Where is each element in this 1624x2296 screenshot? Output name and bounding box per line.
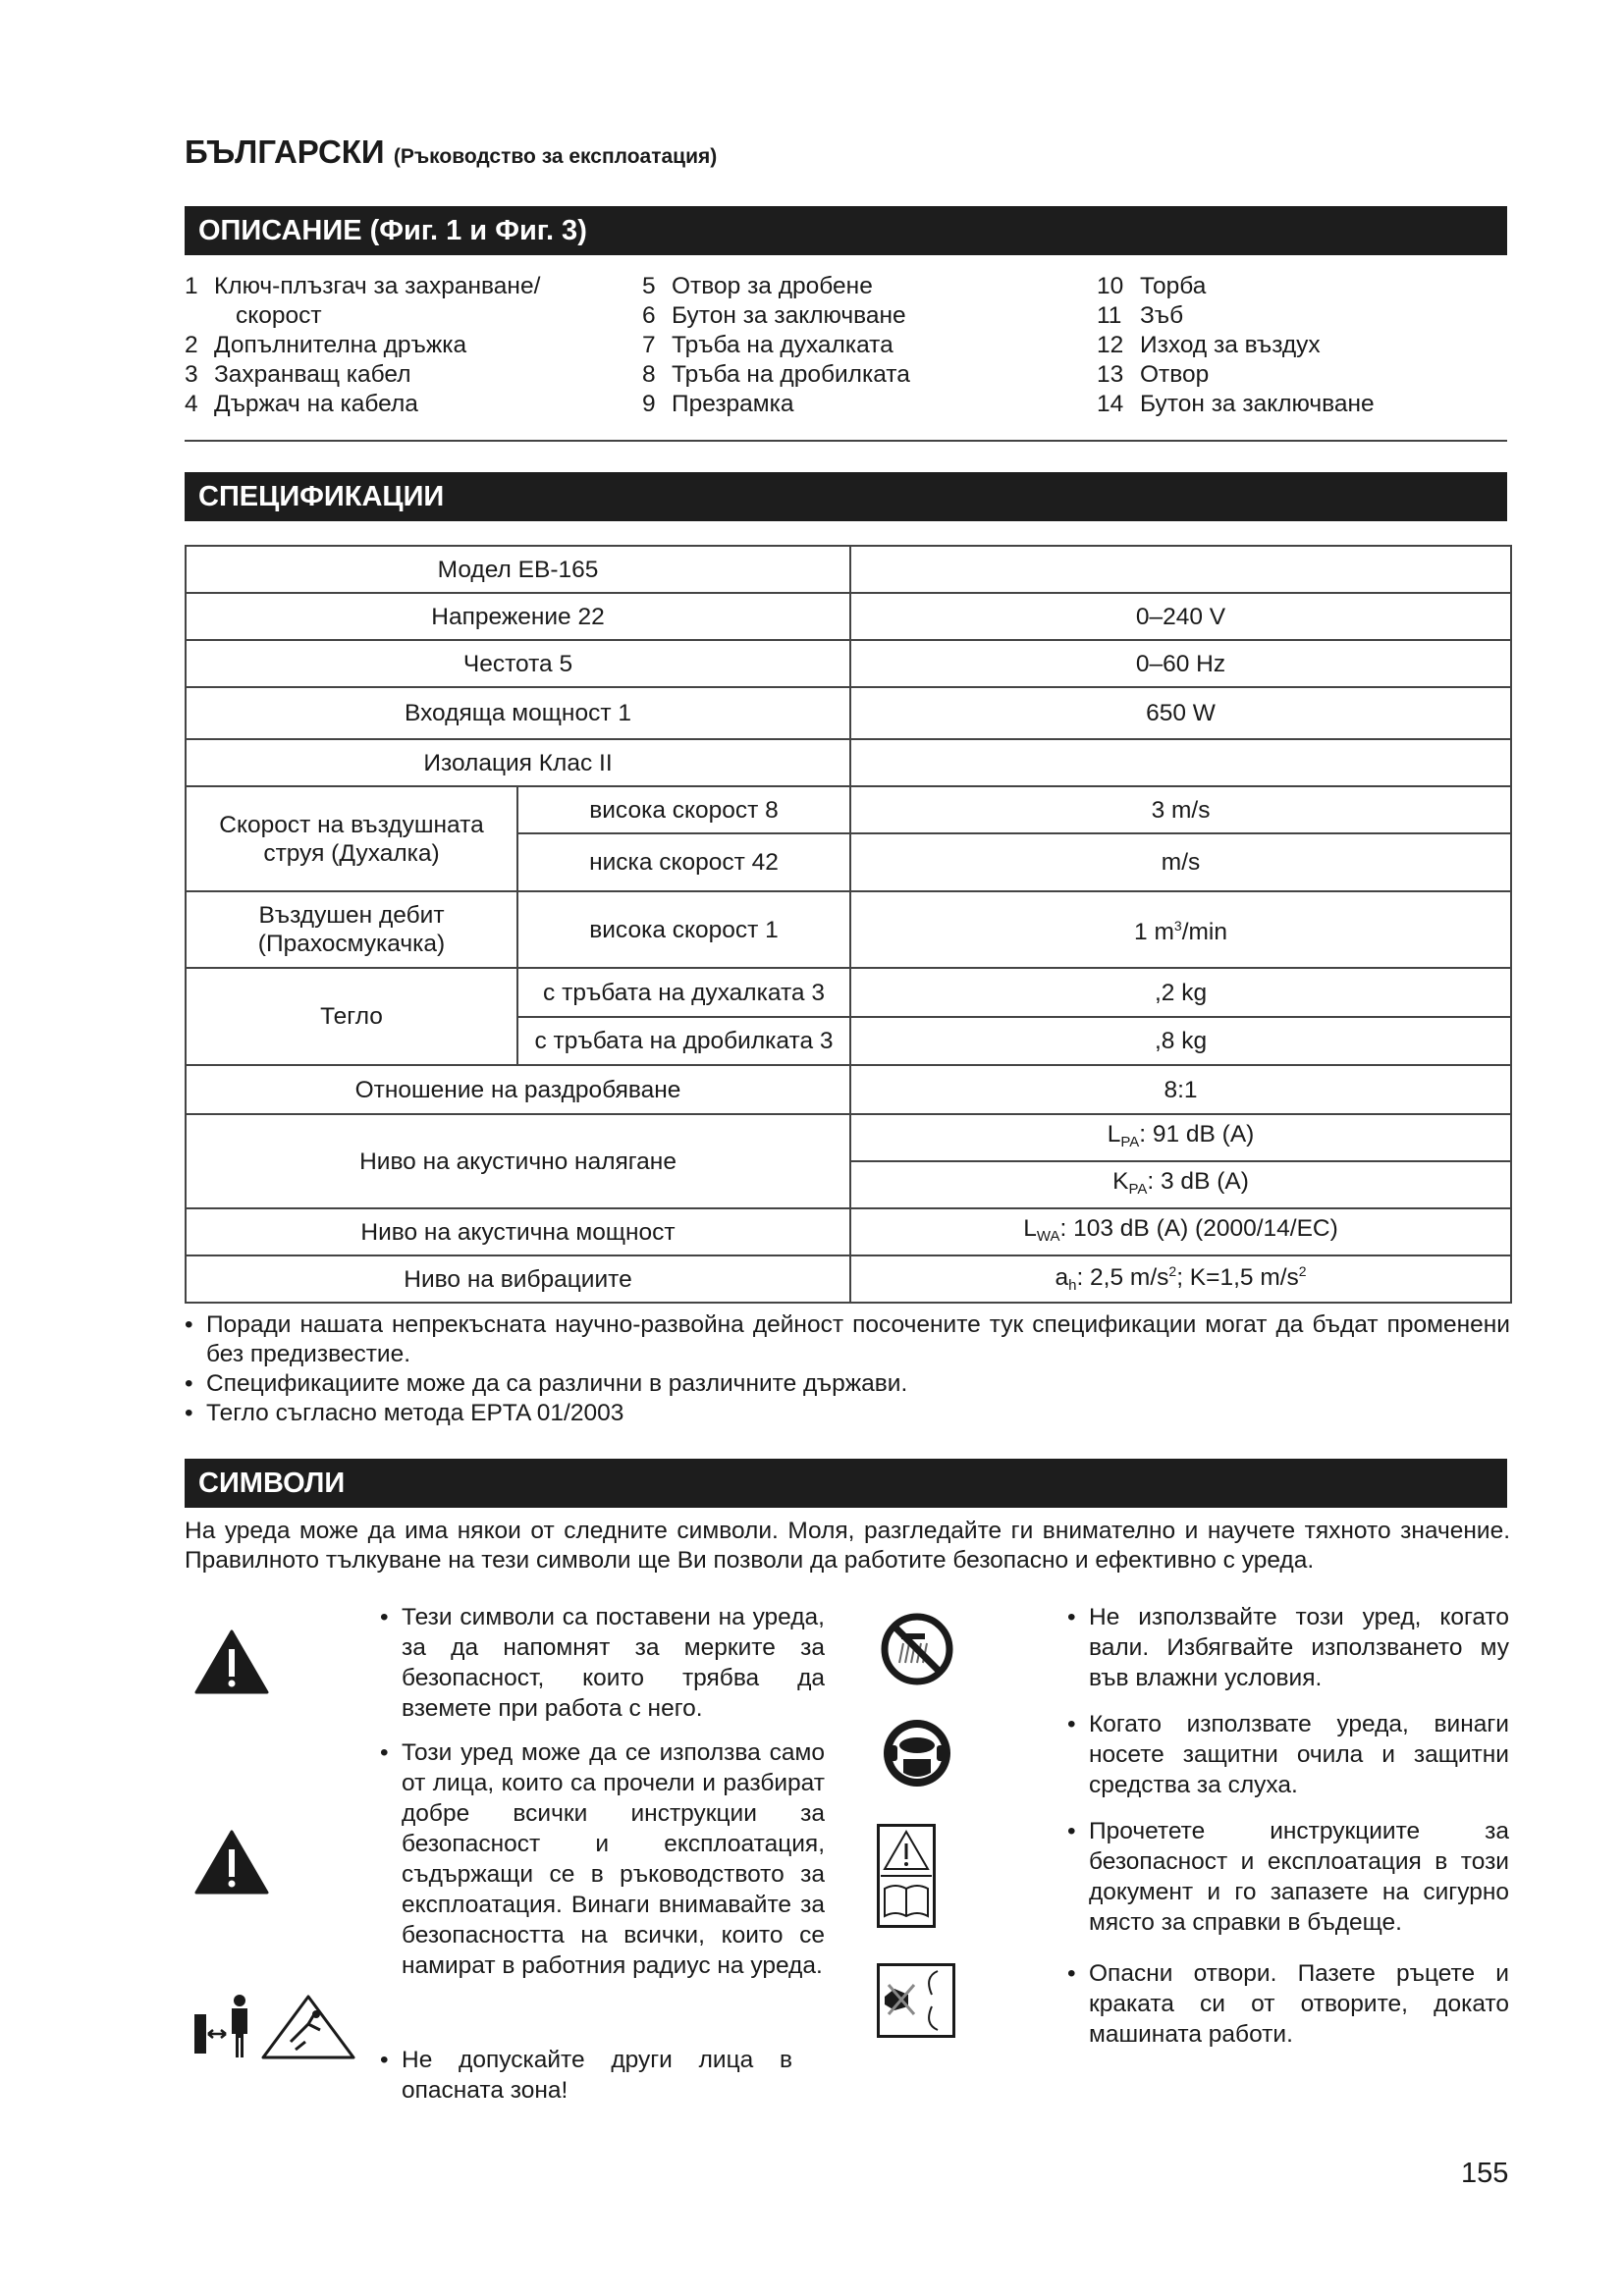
table-row xyxy=(186,739,1511,786)
spec-value: ,2 kg xyxy=(850,968,1511,1017)
symbol-description xyxy=(1067,1602,1509,1693)
spec-value xyxy=(850,546,1511,593)
bullet: • xyxy=(1067,1604,1076,1630)
value-symbol: a xyxy=(1055,1264,1069,1292)
symbol-text: Не допускайте други лица в опасната зона! xyxy=(402,2047,792,2104)
spec-label: Изолация Клас II xyxy=(186,739,850,786)
item-label: Презрамка xyxy=(672,391,794,417)
spec-sublabel: с тръбата на духалката 3 xyxy=(517,968,850,1017)
symbol-description xyxy=(1067,1816,1509,1938)
item-label: Отвор за дробене xyxy=(672,273,873,299)
spec-value: 3 m/s xyxy=(850,786,1511,833)
symbol-description xyxy=(1067,1709,1509,1800)
no-rain-icon xyxy=(880,1612,954,1686)
spec-label: Модел EB-165 xyxy=(186,546,850,593)
parts-column-3 xyxy=(1097,272,1375,419)
symbol-description xyxy=(380,1737,825,1981)
table-row xyxy=(186,1208,1511,1255)
spec-value xyxy=(850,1114,1511,1161)
value-sub: PA xyxy=(1120,1133,1140,1150)
symbol-description xyxy=(1067,1958,1509,2050)
bullet: • xyxy=(380,1739,389,1766)
item-number: 7 xyxy=(642,332,656,358)
item-label: Държач на кабела xyxy=(214,391,418,417)
item-label: Бутон за заключване xyxy=(1140,391,1375,417)
language-heading: БЪЛГАРСКИ xyxy=(185,133,385,170)
parts-column-2 xyxy=(642,272,910,419)
value-sup: 3 xyxy=(1173,918,1182,934)
symbol-text: Не използвайте този уред, когато вали. Избягвайте използването му във влажни условия. xyxy=(1089,1604,1509,1691)
list-item xyxy=(642,301,910,331)
symbol-text: Когато използвате уреда, винаги носете защитни очила и защитни средства за слуха. xyxy=(1089,1711,1509,1798)
list-item xyxy=(185,360,540,390)
list-item xyxy=(1097,301,1375,331)
symbols-intro: На уреда може да има някои от следните символи. Моля, разгледайте ги внимателно и научете тяхното значение. Правилното тълкуване на тези символи ще Ви позволи да работите безопасно и ефективно с уреда. xyxy=(185,1518,1510,1574)
item-number: 9 xyxy=(642,391,656,417)
spec-label: Ниво на акустично налягане xyxy=(186,1114,850,1208)
value-text: : 3 dB (A) xyxy=(1147,1167,1249,1195)
value-text: : 103 dB (A) (2000/14/EC) xyxy=(1059,1214,1338,1242)
item-label: Ключ-плъзгач за захранване/ xyxy=(214,273,541,299)
spec-label: Входяща мощност 1 xyxy=(186,687,850,739)
page-number: 155 xyxy=(1461,2158,1509,2189)
item-label: Зъб xyxy=(1140,302,1184,329)
spec-value: m/s xyxy=(850,833,1511,891)
item-label-continued: скорост xyxy=(236,302,322,329)
spec-sublabel: с тръбата на дробилката 3 xyxy=(517,1017,850,1065)
rotating-blades-hazard-icon xyxy=(877,1963,955,2038)
value-symbol: L xyxy=(1107,1120,1121,1148)
bullet: • xyxy=(1067,1711,1076,1737)
symbol-text: Този уред може да се използва само от лица, които са прочели и разбират добре всички инструкции за безопасност и експлоатация, съдържащи се в ръководството за експлоатация. Винаги внимавайте за безопасността на всички, които се намират в работния радиус на уреда. xyxy=(402,1739,825,1979)
warning-triangle-icon xyxy=(194,1629,269,1694)
list-item xyxy=(642,272,910,301)
note-text: Спецификациите може да са различни в различните държави. xyxy=(206,1370,908,1397)
table-row xyxy=(186,968,1511,1017)
value-text: : 91 dB (A) xyxy=(1139,1120,1255,1148)
item-number: 5 xyxy=(642,273,656,299)
list-item xyxy=(185,331,540,360)
specifications-table xyxy=(185,545,1512,1304)
table-row xyxy=(186,1114,1511,1161)
bullet: • xyxy=(185,1311,193,1338)
spec-value: 0–240 V xyxy=(850,593,1511,640)
list-item xyxy=(642,360,910,390)
item-label: Тръба на дробилката xyxy=(672,361,910,388)
item-label: Отвор xyxy=(1140,361,1210,388)
spec-value xyxy=(850,1208,1511,1255)
spec-label: Честота 5 xyxy=(186,640,850,687)
spec-label: Тегло xyxy=(186,968,517,1065)
value-sup: 2 xyxy=(1168,1263,1177,1280)
table-row xyxy=(186,891,1511,968)
table-row xyxy=(186,687,1511,739)
item-number: 2 xyxy=(185,332,198,358)
value-unit: /min xyxy=(1181,919,1227,946)
spec-label: Ниво на вибрациите xyxy=(186,1255,850,1303)
spec-value: 8:1 xyxy=(850,1065,1511,1114)
table-row xyxy=(186,1065,1511,1114)
symbol-text: Опасни отвори. Пазете ръцете и краката си от отворите, докато машината работи. xyxy=(1089,1960,1509,2048)
page-title xyxy=(185,133,717,171)
symbol-text: Тези символи са поставени на уреда, за да напомнят за мерките за безопасност, които трябва да вземете при работа с него. xyxy=(402,1604,825,1722)
spec-notes xyxy=(185,1310,1510,1428)
list-item xyxy=(642,331,910,360)
spec-value xyxy=(850,891,1511,968)
eye-ear-protection-icon xyxy=(880,1716,954,1790)
spec-value: ,8 kg xyxy=(850,1017,1511,1065)
value-sub: WA xyxy=(1036,1227,1060,1245)
list-item xyxy=(1097,360,1375,390)
keep-bystanders-away-icon xyxy=(192,1993,359,2061)
symbol-description xyxy=(380,2045,792,2106)
item-label: Торба xyxy=(1140,273,1207,299)
list-item xyxy=(1097,390,1375,419)
specs-section-header: СПЕЦИФИКАЦИИ xyxy=(185,472,1507,521)
spec-sublabel: висока скорост 1 xyxy=(517,891,850,968)
note-item xyxy=(185,1399,1510,1428)
value-sub: h xyxy=(1068,1277,1077,1295)
symbol-description xyxy=(380,1602,825,1724)
warning-triangle-icon xyxy=(194,1830,269,1895)
value-sub: PA xyxy=(1128,1180,1148,1198)
item-number: 14 xyxy=(1097,391,1124,417)
value-symbol: L xyxy=(1023,1214,1037,1242)
spec-value xyxy=(850,1255,1511,1303)
bullet: • xyxy=(1067,1818,1076,1844)
manual-subtitle: (Ръководство за експлоатация) xyxy=(393,145,718,168)
spec-label: Скорост на въздушната струя (Духалка) xyxy=(186,786,517,891)
spec-value xyxy=(850,1161,1511,1208)
spec-sublabel: висока скорост 8 xyxy=(517,786,850,833)
description-section-header: ОПИСАНИЕ (Фиг. 1 и Фиг. 3) xyxy=(185,206,1507,255)
item-number: 4 xyxy=(185,391,198,417)
item-number: 12 xyxy=(1097,332,1124,358)
note-item xyxy=(185,1310,1510,1369)
table-row xyxy=(186,786,1511,833)
table-row xyxy=(186,546,1511,593)
list-item xyxy=(185,390,540,419)
item-number: 3 xyxy=(185,361,198,388)
spec-value xyxy=(850,739,1511,786)
value-symbol: K xyxy=(1112,1167,1129,1195)
item-number: 11 xyxy=(1097,302,1122,329)
table-row xyxy=(186,640,1511,687)
item-label: Допълнителна дръжка xyxy=(214,332,467,358)
symbols-section-header: СИМВОЛИ xyxy=(185,1459,1507,1508)
symbol-text: Прочетете инструкциите за безопасност и експлоатация в този документ и го запазете на сигурно място за справки в бъдеще. xyxy=(1089,1818,1509,1936)
item-label: Захранващ кабел xyxy=(214,361,411,388)
list-item xyxy=(185,272,540,301)
item-label: Бутон за заключване xyxy=(672,302,906,329)
list-item xyxy=(642,390,910,419)
spec-label: Въздушен дебит (Прахосмукачка) xyxy=(186,891,517,968)
bullet: • xyxy=(1067,1960,1076,1987)
note-text: Поради нашата непрекъсната научно-развойна дейност посочените тук спецификации могат да бъдат променени без предизвестие. xyxy=(206,1311,1510,1367)
item-label: Изход за въздух xyxy=(1140,332,1321,358)
item-number: 1 xyxy=(185,273,198,299)
spec-label: Напрежение 22 xyxy=(186,593,850,640)
value-number: 1 m xyxy=(1134,919,1174,946)
note-text: Тегло съгласно метода EPTA 01/2003 xyxy=(206,1400,624,1426)
bullet: • xyxy=(380,1604,389,1630)
spec-label: Ниво на акустична мощност xyxy=(186,1208,850,1255)
value-sup: 2 xyxy=(1298,1263,1307,1280)
item-number: 8 xyxy=(642,361,656,388)
spec-sublabel: ниска скорост 42 xyxy=(517,833,850,891)
item-number: 6 xyxy=(642,302,656,329)
table-row xyxy=(186,593,1511,640)
parts-column-1 xyxy=(185,272,540,419)
divider xyxy=(185,440,1507,442)
bullet: • xyxy=(185,1400,193,1426)
item-number: 10 xyxy=(1097,273,1124,299)
table-row xyxy=(186,1255,1511,1303)
item-number: 13 xyxy=(1097,361,1124,388)
value-text: ; K=1,5 m/s xyxy=(1176,1264,1299,1292)
bullet: • xyxy=(380,2047,389,2073)
value-text: : 2,5 m/s xyxy=(1076,1264,1169,1292)
item-label: Тръба на духалката xyxy=(672,332,893,358)
note-item xyxy=(185,1369,1510,1399)
spec-value: 0–60 Hz xyxy=(850,640,1511,687)
spec-value: 650 W xyxy=(850,687,1511,739)
list-item xyxy=(1097,331,1375,360)
read-manual-icon xyxy=(877,1824,936,1928)
spec-label: Отношение на раздробяване xyxy=(186,1065,850,1114)
bullet: • xyxy=(185,1370,193,1397)
list-item xyxy=(1097,272,1375,301)
